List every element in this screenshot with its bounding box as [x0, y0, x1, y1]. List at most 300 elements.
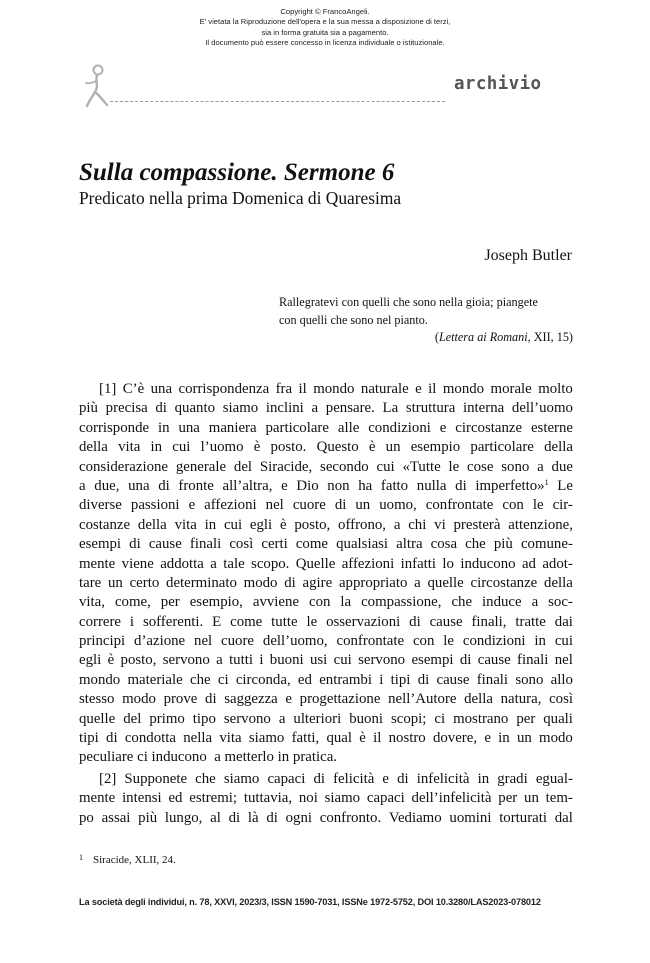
word: egli	[79, 652, 102, 669]
word: che	[189, 671, 211, 688]
body-paragraph-1	[79, 380, 573, 768]
word: comune-	[520, 536, 573, 553]
copyright-line: sia in forma gratuita sia a pagamento.	[261, 27, 389, 37]
word: vi	[434, 516, 446, 533]
word: tipi	[390, 671, 411, 688]
word: una	[128, 477, 150, 494]
text-line	[79, 671, 573, 690]
word: estremi;	[189, 790, 238, 807]
word: modo	[122, 691, 156, 708]
word: a	[414, 574, 421, 591]
footnote-marker: 1	[544, 477, 549, 487]
word: qual	[326, 730, 352, 747]
word: posto.	[270, 439, 307, 456]
word: di	[158, 477, 170, 494]
word: vita	[118, 439, 141, 456]
word: così	[549, 691, 573, 708]
article-title: Sulla compassione. Sermone 6	[79, 159, 395, 186]
word: cui	[223, 516, 243, 533]
footnote-number: 1	[79, 853, 83, 862]
word: la	[340, 594, 352, 611]
word: della	[544, 439, 573, 456]
word: egli	[249, 516, 273, 533]
word: servono	[223, 710, 271, 727]
word: il	[298, 381, 307, 397]
text-line	[79, 729, 573, 748]
word: appropriato	[338, 574, 408, 591]
word: stesso	[79, 691, 115, 708]
word: presterà	[453, 516, 501, 533]
word: cui	[172, 439, 191, 456]
word: confronto.	[319, 809, 382, 826]
word: un	[108, 574, 123, 591]
word: precisa	[105, 400, 148, 417]
word: di	[409, 613, 421, 630]
word: esterne	[530, 419, 573, 436]
word: nulla	[416, 477, 447, 494]
word: buoni	[349, 710, 383, 727]
word: affezioni	[204, 497, 257, 514]
word: induce	[482, 594, 522, 611]
word: il	[428, 381, 437, 397]
text-line	[79, 651, 573, 670]
word: fatto	[380, 477, 409, 494]
word: mondo	[442, 381, 485, 397]
word: due	[551, 458, 573, 475]
word: con	[309, 594, 331, 611]
word: a	[531, 594, 539, 611]
word: con	[502, 497, 524, 514]
body-paragraph-2	[79, 770, 573, 828]
word: è	[359, 730, 366, 747]
word: per	[160, 594, 180, 611]
word: addotta	[160, 555, 204, 572]
word: della	[464, 691, 493, 708]
word: prove	[163, 691, 198, 708]
word: dal	[554, 809, 573, 826]
word: passioni	[130, 497, 180, 514]
word: le	[532, 497, 544, 514]
word: dell’infelicità	[411, 790, 492, 807]
word: tipi	[79, 730, 99, 747]
word: C’è	[122, 381, 145, 397]
word: fatti,	[291, 730, 320, 747]
word: mente	[79, 555, 116, 572]
word: Vediamo	[388, 809, 442, 826]
word: è	[253, 439, 261, 456]
word: assai	[101, 809, 131, 826]
word: nell’Autore	[388, 691, 457, 708]
word: inducono	[460, 555, 516, 572]
word: di	[266, 809, 278, 826]
word: siamo	[223, 771, 260, 787]
text-line	[79, 516, 573, 535]
word: di	[106, 730, 118, 747]
word: di	[455, 477, 467, 494]
word: usi	[309, 652, 328, 669]
text-line	[79, 535, 573, 554]
word: tipo	[192, 710, 216, 727]
word: nella	[183, 730, 213, 747]
word: cause	[429, 613, 463, 630]
word: primo	[149, 710, 185, 727]
word: che	[465, 536, 486, 553]
word: adot-	[542, 555, 573, 572]
word: di	[313, 771, 325, 787]
word: due,	[94, 477, 120, 494]
word: tutti	[229, 652, 253, 669]
word: circonda,	[235, 671, 291, 688]
word: come	[230, 613, 263, 630]
copyright-line: Copyright © FrancoAngeli.	[280, 7, 370, 16]
word: determinato	[166, 574, 237, 591]
word: infatti	[400, 555, 437, 572]
word: materiale	[127, 671, 183, 688]
word: molto	[538, 381, 573, 397]
word: un	[355, 497, 371, 514]
word: ulteriori	[293, 710, 342, 727]
word: un	[516, 730, 532, 747]
word: ci	[217, 671, 229, 688]
word: ogni	[285, 809, 312, 826]
word: condizioni	[368, 419, 431, 436]
word: che	[451, 594, 473, 611]
word: uomini	[449, 809, 492, 826]
word: intensi	[122, 790, 162, 807]
word: e	[415, 381, 422, 397]
copyright-line: E' vietata la Riproduzione dell'opera e la sua messa a disposizione di terzi,	[199, 17, 451, 27]
word: siamo	[222, 400, 259, 417]
word: gradi	[497, 771, 528, 787]
word: inclini	[265, 400, 304, 417]
copyright-line: Il documento può essere concesso in licenza individuale o istituzionale.	[205, 38, 445, 48]
word: esempio,	[189, 594, 243, 611]
word: nel	[265, 497, 284, 514]
word: certi	[261, 536, 288, 553]
word: quelle	[427, 574, 464, 591]
word: mondo	[79, 671, 121, 688]
word: in	[534, 633, 546, 650]
word: qualsiasi	[336, 536, 389, 553]
word: esempi	[79, 536, 122, 553]
word: modo	[539, 730, 573, 747]
word: del	[233, 458, 253, 475]
word: buoni	[269, 652, 304, 669]
word: di	[205, 691, 217, 708]
word: in	[157, 419, 170, 436]
word: finali	[476, 671, 509, 688]
word: fronte	[178, 477, 214, 494]
word: vita	[219, 730, 242, 747]
copyright-notice	[0, 7, 650, 49]
word: come,	[114, 594, 151, 611]
word: considerazione	[79, 458, 169, 475]
epigraph-source	[279, 329, 573, 347]
word: di	[397, 771, 409, 787]
word-with-note	[475, 477, 548, 496]
word: particolare	[265, 419, 329, 436]
word: nel	[554, 652, 573, 669]
word: E	[212, 613, 222, 630]
word: siamo	[324, 790, 361, 807]
hand-drawn-figure-icon	[83, 64, 113, 108]
word: chi	[408, 516, 427, 533]
word: ad	[521, 555, 536, 572]
word: mostrano	[453, 710, 509, 727]
epigraph-line: Rallegratevi con quelli che sono nella gioia; piangete	[279, 295, 538, 309]
word: modo	[243, 574, 278, 591]
text-line	[79, 632, 573, 651]
word: di	[284, 574, 296, 591]
word: vita	[174, 516, 197, 533]
word: cause	[436, 671, 470, 688]
word: secondo	[320, 458, 369, 475]
word: tutte	[271, 613, 298, 630]
word: confrontate	[425, 497, 494, 514]
word: progettazione	[299, 691, 381, 708]
word: della	[137, 516, 167, 533]
word: sono	[501, 458, 530, 475]
word: egual-	[535, 771, 573, 787]
word: mondo	[313, 381, 355, 397]
word: ed	[168, 790, 183, 807]
word: alle	[337, 419, 360, 436]
word: saggezza	[224, 691, 278, 708]
word: e	[285, 691, 292, 708]
word: a	[79, 477, 86, 494]
article-author: Joseph Butler	[484, 247, 572, 264]
word: dai	[554, 613, 573, 630]
word: è	[107, 652, 115, 669]
word: Dio	[296, 477, 319, 494]
word: non	[327, 477, 350, 494]
word: d’azione	[134, 633, 186, 650]
word: e	[281, 477, 288, 494]
footnote-text: Siracide, XLII, 24.	[93, 854, 176, 866]
word: generale	[175, 458, 227, 475]
word: i	[259, 652, 264, 669]
word: circostanze	[455, 419, 523, 436]
word: più	[138, 809, 158, 826]
word: l’uomo	[200, 439, 244, 456]
epigraph	[279, 294, 573, 347]
word: a	[216, 652, 223, 669]
word: in	[477, 771, 490, 787]
word: sofferenti.	[142, 613, 204, 630]
word: principi	[79, 633, 126, 650]
word: cui	[333, 652, 352, 669]
word: [2]	[99, 771, 117, 787]
word: quelle	[79, 710, 116, 727]
word: La	[382, 400, 399, 417]
word: condotta	[124, 730, 176, 747]
word: viene	[121, 555, 154, 572]
word: cuore	[221, 633, 255, 650]
word: peculiare ci inducono a metterlo in pratica.	[79, 749, 338, 766]
word: della	[544, 574, 573, 591]
word: di	[155, 400, 167, 417]
text-line	[79, 613, 573, 632]
word: e	[484, 730, 491, 747]
word: a	[311, 400, 319, 417]
word: mente	[79, 790, 116, 807]
text-line	[79, 399, 573, 418]
word: di	[334, 497, 347, 514]
word: entrambi	[319, 671, 372, 688]
word: quali	[543, 710, 573, 727]
word: circostanze	[470, 574, 538, 591]
word: cir-	[552, 497, 573, 514]
word: avviene	[252, 594, 300, 611]
word: i	[129, 613, 135, 630]
word: tem-	[545, 790, 573, 807]
word: cui	[376, 458, 395, 475]
article-subtitle: Predicato nella prima Domenica di Quaresima	[79, 188, 402, 208]
word: capaci	[267, 771, 306, 787]
word: particolare	[470, 439, 534, 456]
word: tratte	[515, 613, 546, 630]
word: torturati	[499, 809, 548, 826]
word: per	[498, 790, 518, 807]
word: cui	[554, 633, 573, 650]
epigraph-source-ref: , XII, 15)	[527, 330, 573, 344]
header-rule	[110, 101, 445, 102]
word: di	[228, 809, 241, 826]
word: a	[278, 710, 286, 727]
word: nostro	[388, 730, 426, 747]
word: imperfetto»	[475, 477, 545, 494]
word: le	[448, 458, 460, 475]
word: infelicità	[416, 771, 470, 787]
word: a	[210, 555, 217, 572]
word: dovere,	[432, 730, 478, 747]
word: un	[524, 790, 539, 807]
word: nel	[194, 633, 213, 650]
word: condizioni	[462, 633, 526, 650]
text-line	[79, 770, 573, 789]
text-line	[79, 458, 573, 477]
word: Quelle	[295, 555, 336, 572]
word: posto,	[294, 516, 331, 533]
word: capaci	[366, 790, 405, 807]
word: e	[439, 419, 447, 436]
word: dell’uomo	[511, 400, 573, 417]
word: servono	[358, 652, 406, 669]
word: di	[129, 536, 141, 553]
word: attenzione,	[508, 516, 573, 533]
word: cuore	[292, 497, 326, 514]
word: là	[247, 809, 259, 826]
word: [1]	[99, 381, 117, 397]
word: felicità	[333, 771, 375, 787]
text-line	[79, 809, 573, 828]
word: servono	[162, 652, 210, 669]
word: è	[279, 516, 287, 533]
word: del	[123, 710, 142, 727]
word: all’altra,	[222, 477, 273, 494]
word: cosa	[430, 536, 458, 553]
word: ha	[358, 477, 373, 494]
word: natura,	[500, 691, 542, 708]
word: così	[229, 536, 254, 553]
word: uomo,	[379, 497, 417, 514]
text-line	[79, 555, 573, 574]
word: di	[459, 652, 472, 669]
word: cause	[148, 536, 182, 553]
word: dell’uomo,	[262, 633, 328, 650]
word: corrispondenza	[178, 381, 270, 397]
word: le	[306, 613, 318, 630]
word: un	[385, 439, 401, 456]
word: naturale	[360, 381, 409, 397]
word: che	[195, 771, 216, 787]
word: struttura	[405, 400, 456, 417]
word: il	[373, 730, 382, 747]
journal-footer: La società degli individui, n. 78, XXVI, 2023/3, ISSN 1590-7031, ISSNe 1972-5752, DOI 10.3280/LAS2023-078012	[79, 897, 541, 907]
word: osservazioni	[326, 613, 401, 630]
word: più	[79, 400, 98, 417]
word: altra	[396, 536, 423, 553]
section-label: archivio	[454, 74, 542, 94]
word: pensare.	[325, 400, 375, 417]
text-line	[79, 496, 573, 515]
text-line	[79, 438, 573, 457]
word: una	[178, 419, 200, 436]
word: tuttavia,	[243, 790, 293, 807]
word: al	[210, 809, 221, 826]
text-line	[79, 477, 573, 496]
word: compassione,	[361, 594, 442, 611]
text-line	[79, 419, 573, 438]
word: correre	[79, 613, 122, 630]
word: lo	[442, 555, 454, 572]
word: noi	[298, 790, 318, 807]
word: finali	[189, 536, 222, 553]
word: scopi;	[390, 710, 427, 727]
word: Questo	[316, 439, 359, 456]
word: finali,	[471, 613, 507, 630]
word: maniera	[208, 419, 257, 436]
word: sono	[515, 671, 544, 688]
word: affezioni	[341, 555, 395, 572]
text-line	[79, 710, 573, 729]
word: agire	[302, 574, 333, 591]
word: «Tutte	[402, 458, 441, 475]
text-line	[79, 593, 573, 612]
word: esempio	[410, 439, 461, 456]
word: di	[417, 671, 430, 688]
word: è	[368, 439, 376, 456]
word: costanze	[79, 516, 131, 533]
word: po	[79, 809, 94, 826]
word: cause	[477, 652, 511, 669]
epigraph-source-open: (	[434, 330, 439, 344]
text-line	[79, 574, 573, 593]
word: in	[498, 730, 510, 747]
word: una	[150, 381, 173, 397]
word: in	[150, 439, 163, 456]
word: a	[537, 458, 544, 475]
word: interna	[463, 400, 505, 417]
epigraph-source-title: Lettera ai Romani	[438, 330, 528, 344]
word: e	[382, 771, 389, 787]
word: a	[393, 516, 401, 533]
text-line	[79, 789, 573, 808]
text-line	[79, 380, 573, 399]
word: allo	[550, 671, 573, 688]
word: Supponete	[124, 771, 188, 787]
text-line	[79, 690, 573, 709]
